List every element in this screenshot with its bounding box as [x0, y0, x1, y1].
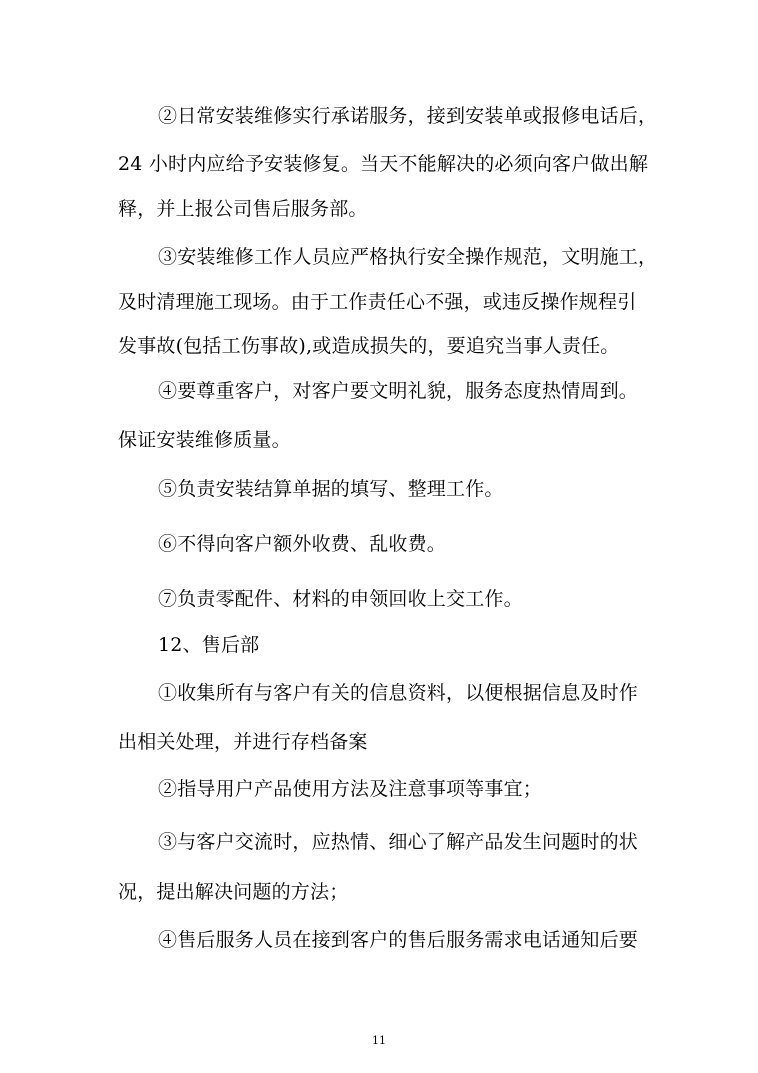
paragraph-line: ②指导用户产品使用方法及注意事项等事宜；	[158, 778, 543, 800]
paragraph-line: 释，并上报公司售后服务部。	[118, 198, 368, 220]
paragraph-line: ②日常安装维修实行承诺服务，接到安装单或报修电话后，	[158, 105, 658, 127]
paragraph-line: 出相关处理，并进行存档备案	[118, 731, 368, 753]
paragraph-line: ⑤负责安装结算单据的填写、整理工作。	[158, 478, 504, 500]
paragraph-line: 保证安装维修质量。	[118, 429, 291, 451]
paragraph-line: ③安装维修工作人员应严格执行安全操作规范，文明施工，	[158, 246, 658, 268]
paragraph-line: 24 小时内应给予安装修复。当天不能解决的必须向客户做出解	[118, 153, 649, 175]
paragraph-line: ④售后服务人员在接到客户的售后服务需求电话通知后要	[158, 929, 639, 951]
paragraph-line: 发事故(包括工伤事故),或造成损失的，要追究当事人责任。	[118, 335, 620, 357]
paragraph-line: ⑦负责零配件、材料的申领回收上交工作。	[158, 588, 523, 610]
paragraph-line: 况，提出解决问题的方法；	[118, 881, 349, 903]
paragraph-line: 及时清理施工现场。由于工作责任心不强，或违反操作规程引	[118, 291, 637, 313]
paragraph-line: ③与客户交流时，应热情、细心了解产品发生问题时的状	[158, 831, 639, 853]
paragraph-line: ①收集所有与客户有关的信息资料，以便根据信息及时作	[158, 682, 639, 704]
section-heading: 12、售后部	[158, 634, 260, 656]
page-number: 11	[372, 1034, 386, 1047]
paragraph-line: ⑥不得向客户额外收费、乱收费。	[158, 533, 447, 555]
paragraph-line: ④要尊重客户，对客户要文明礼貌，服务态度热情周到。	[158, 380, 639, 402]
